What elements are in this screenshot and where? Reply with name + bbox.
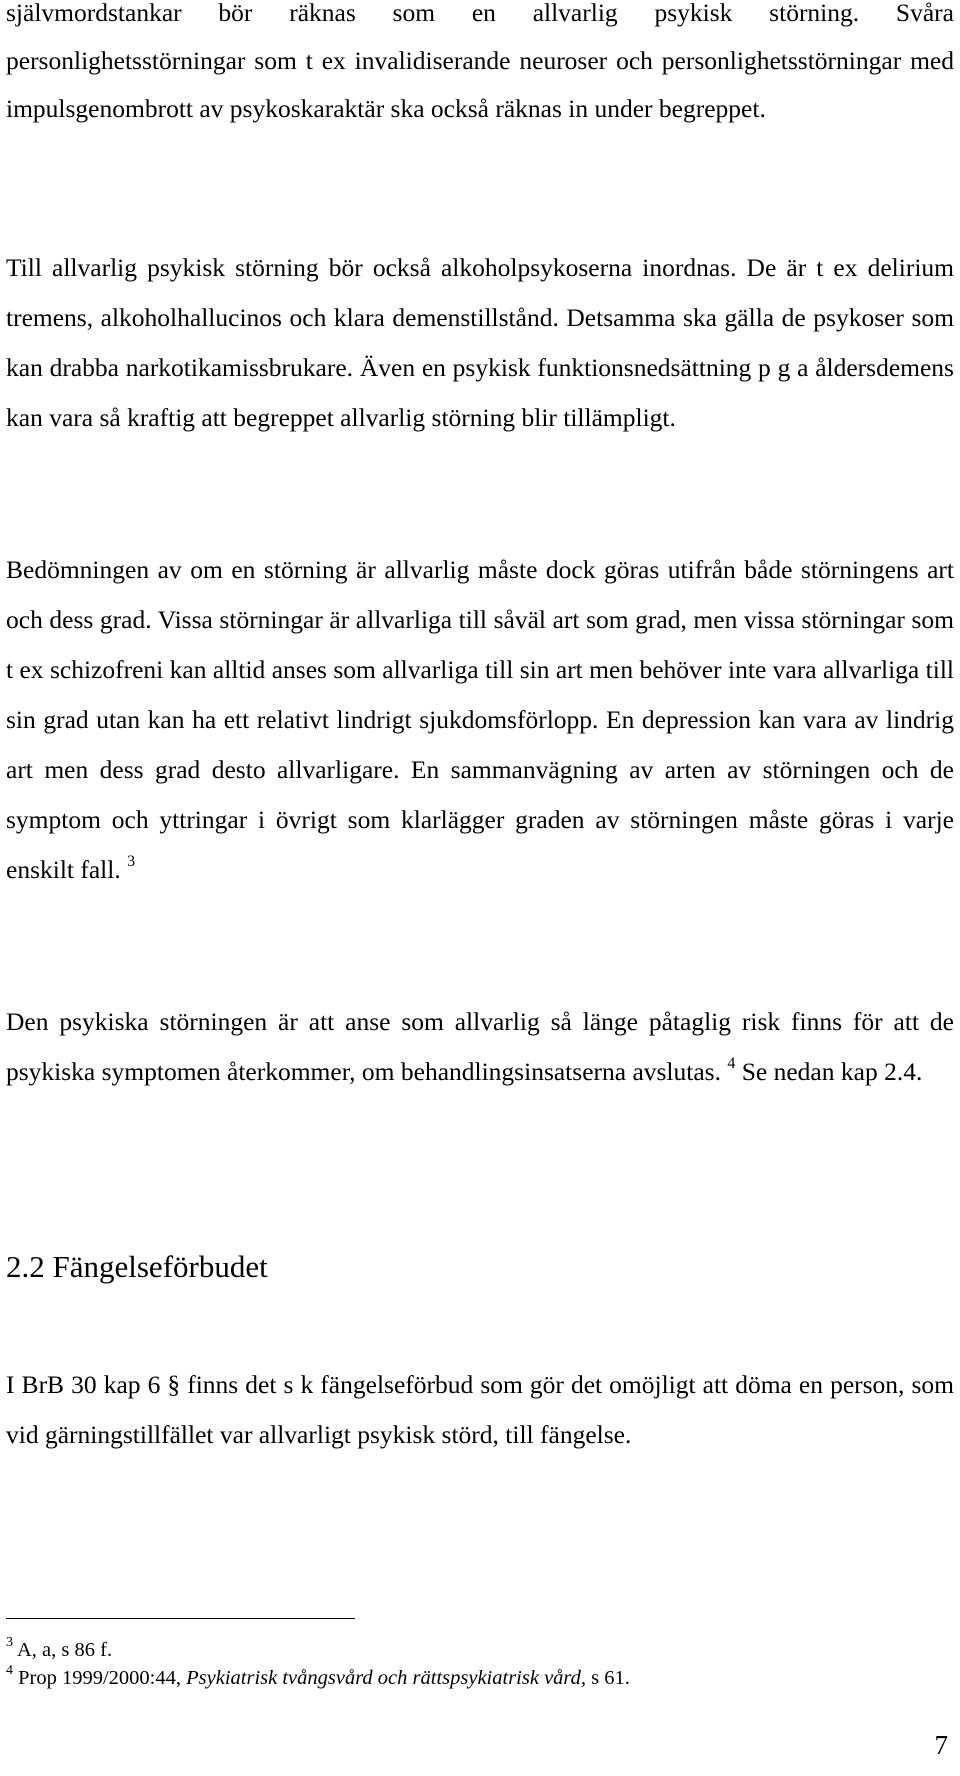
footnote-separator — [6, 1618, 355, 1619]
page-number: 7 — [934, 1730, 948, 1760]
footnote-reference-3[interactable]: 3 — [127, 853, 136, 870]
paragraph-text: självmordstankar bör räknas som en allvarlig psykisk störning. Svåra personlighetsstörningar som t ex invalidiserande neuroser och personlighetsstörningar med impulsgenombrott av psykoskaraktär ska också räknas in under begreppet. — [6, 0, 954, 123]
footnote-3 — [6, 1636, 112, 1664]
footnote-text: Prop 1999/2000:44, — [13, 1667, 187, 1689]
footnote-number: 4 — [6, 1663, 13, 1678]
footnote-4 — [6, 1664, 630, 1692]
footnote-text: s 61. — [586, 1667, 630, 1689]
paragraph-text: Bedömningen av om en störning är allvarlig måste dock göras utifrån både störningens art och dess grad. Vissa störningar är allvarliga till såväl art som grad, men vissa störningar som t ex schizofreni kan alltid anses som allvarliga till sin art men behöver inte vara allvarliga till sin grad utan kan ha ett relativt lindrigt sjukdomsförlopp. En depression kan vara av lindrig art men dess grad desto allvarligare. En sammanvägning av arten av störningen och de symptom och yttringar i övrigt som klarlägger graden av störningen måste göras i varje enskilt fall. — [6, 555, 954, 884]
section-heading: 2.2 Fängelseförbudet — [6, 1249, 268, 1284]
paragraph-prison-ban — [6, 1360, 954, 1460]
footnote-reference-4[interactable]: 4 — [727, 1055, 736, 1072]
paragraph-text: Till allvarlig psykisk störning bör också alkoholpsykoserna inordnas. De är t ex delirium tremens, alkoholhallucinos och klara demenstillstånd. Detsamma ska gälla de psykoser som kan drabba narkotikamissbrukare. Även en psykisk funktionsnedsättning p g a åldersdemens kan vara så kraftig att begreppet allvarlig störning blir tillämpligt. — [6, 253, 954, 432]
paragraph-personality-disorders — [6, 0, 954, 133]
paragraph-text: I BrB 30 kap 6 § finns det s k fängelseförbud som gör det omöjligt att döma en person, som vid gärningstillfället var allvarligt psykisk störd, till fängelse. — [6, 1370, 954, 1449]
footnote-text: A, a, s 86 f. — [13, 1639, 113, 1661]
paragraph-alcohol-psychoses — [6, 243, 954, 443]
paragraph-assessment — [6, 545, 954, 895]
paragraph-text-cross-reference: Se nedan kap 2.4. — [735, 1057, 923, 1086]
footnote-number: 3 — [6, 1635, 13, 1650]
document-page — [6, 0, 954, 1776]
paragraph-risk-of-recurrence — [6, 997, 954, 1097]
footnote-cited-title: Psykiatrisk tvångsvård och rättspsykiatrisk vård, — [186, 1667, 587, 1689]
paragraph-text: Den psykiska störningen är att anse som allvarlig så länge påtaglig risk finns för att de psykiska symptomen återkommer, om behandlingsinsatserna avslutas. — [6, 1007, 954, 1086]
